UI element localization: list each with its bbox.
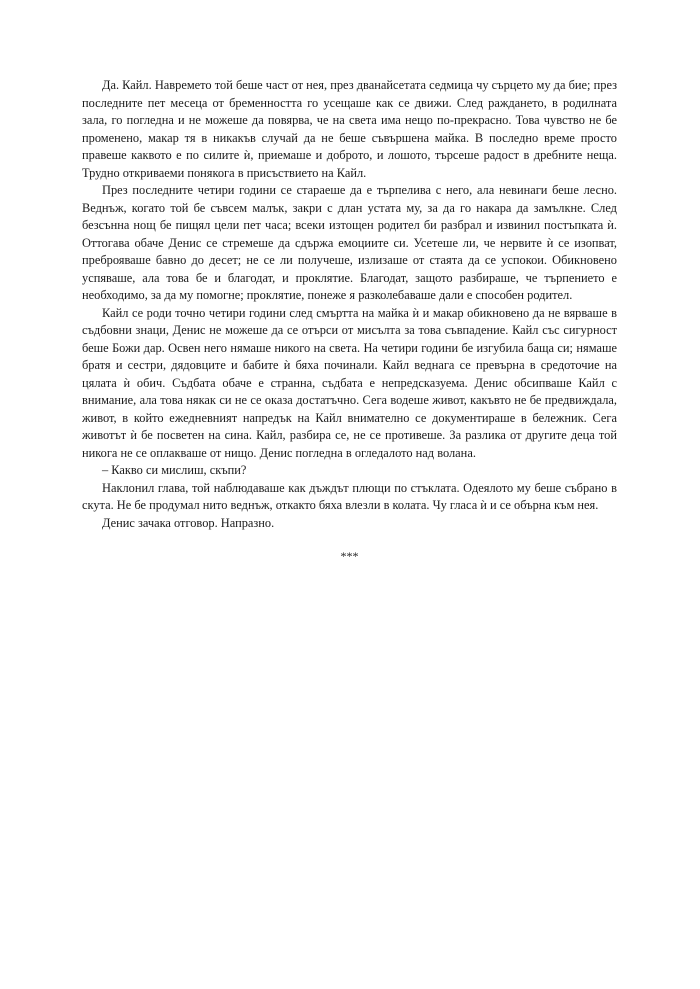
paragraph-2: През последните четири години се стараеше да е търпелива с него, ала невинаги беше лесно. Веднъж, когато той бе съвсем малък, закри с длан устата му, за да го накара да замълкне. След безсънна нощ бе пищял цели пет часа; всеки изтощен родител би разбрал и извинил постъпката ѝ. Оттогава обаче Денис се стремеше да сдържа емоциите си. Усетеше ли, че нервите ѝ се изопват, преброяваше бавно до десет; не се ли получеше, излизаше от стаята да се успокои. Обикновено успяваше, ала това бе и благодат, и проклятие. Благодат, защото разбираше, че търпението е необходимо, за да му помогне; проклятие, понеже я разколебаваше дали е способен родител. [82,183,617,302]
section-separator: *** [340,549,359,563]
paragraph-6: Денис зачака отговор. Напразно. [102,515,275,530]
paragraph-1: Да. Кайл. Навремето той беше част от нея, през дванайсетата седмица чу сърцето му да бие; през последните пет месеца от бременността го усещаше как се движи. След раждането, в родилната зала, го погледна и не можеше да повярва, че на света има нещо по-прекрасно. Това чувство не бе променено, макар тя в никакъв случай да не беше съвършена майка. В последно време просто правеше каквото е по силите ѝ, приемаше и доброто, и лошото, търсеше радост в дребните неща. Трудно откриваеми понякога в присъствието на Кайл. [82,78,617,180]
paragraph-5: Наклонил глава, той наблюдаваше как дъждът плющи по стъклата. Одеялото му беше събрано в скута. Не бе продумал нито веднъж, откакто бяха влезли в колата. Чу гласа ѝ и се обърна към нея. [82,480,617,512]
paragraph-3: Кайл се роди точно четири години след смъртта на майка ѝ и макар обикновено да не вярваше в съдбовни знаци, Денис не можеше да се отърси от мисълта за това съвпадение. Кайл със сигурност беше Божи дар. Освен него нямаше никого на света. На четири години бе изгубила баща си; нямаше братя и сестри, дядовците и бабите ѝ бяха починали. Кайл веднага се превърна в средоточие на цялата ѝ обич. Съдбата обаче е странна, съдбата е непредсказуема. Денис обсипваше Кайл с внимание, ала това някак си не се оказа достатъчно. Сега водеше живот, какъвто не бе предвиждала, живот, в който ежедневният напредък на Кайл внимателно се документираше в бележник. Сега животът ѝ бе посветен на сина. Кайл, разбира се, не се противеше. За разлика от другите деца той никога не се оплакваше от нищо. Денис погледна в огледалото над волана. [82,305,617,460]
document-page [82,77,617,566]
dialogue-line: – Какво си мислиш, скъпи? [102,463,247,477]
